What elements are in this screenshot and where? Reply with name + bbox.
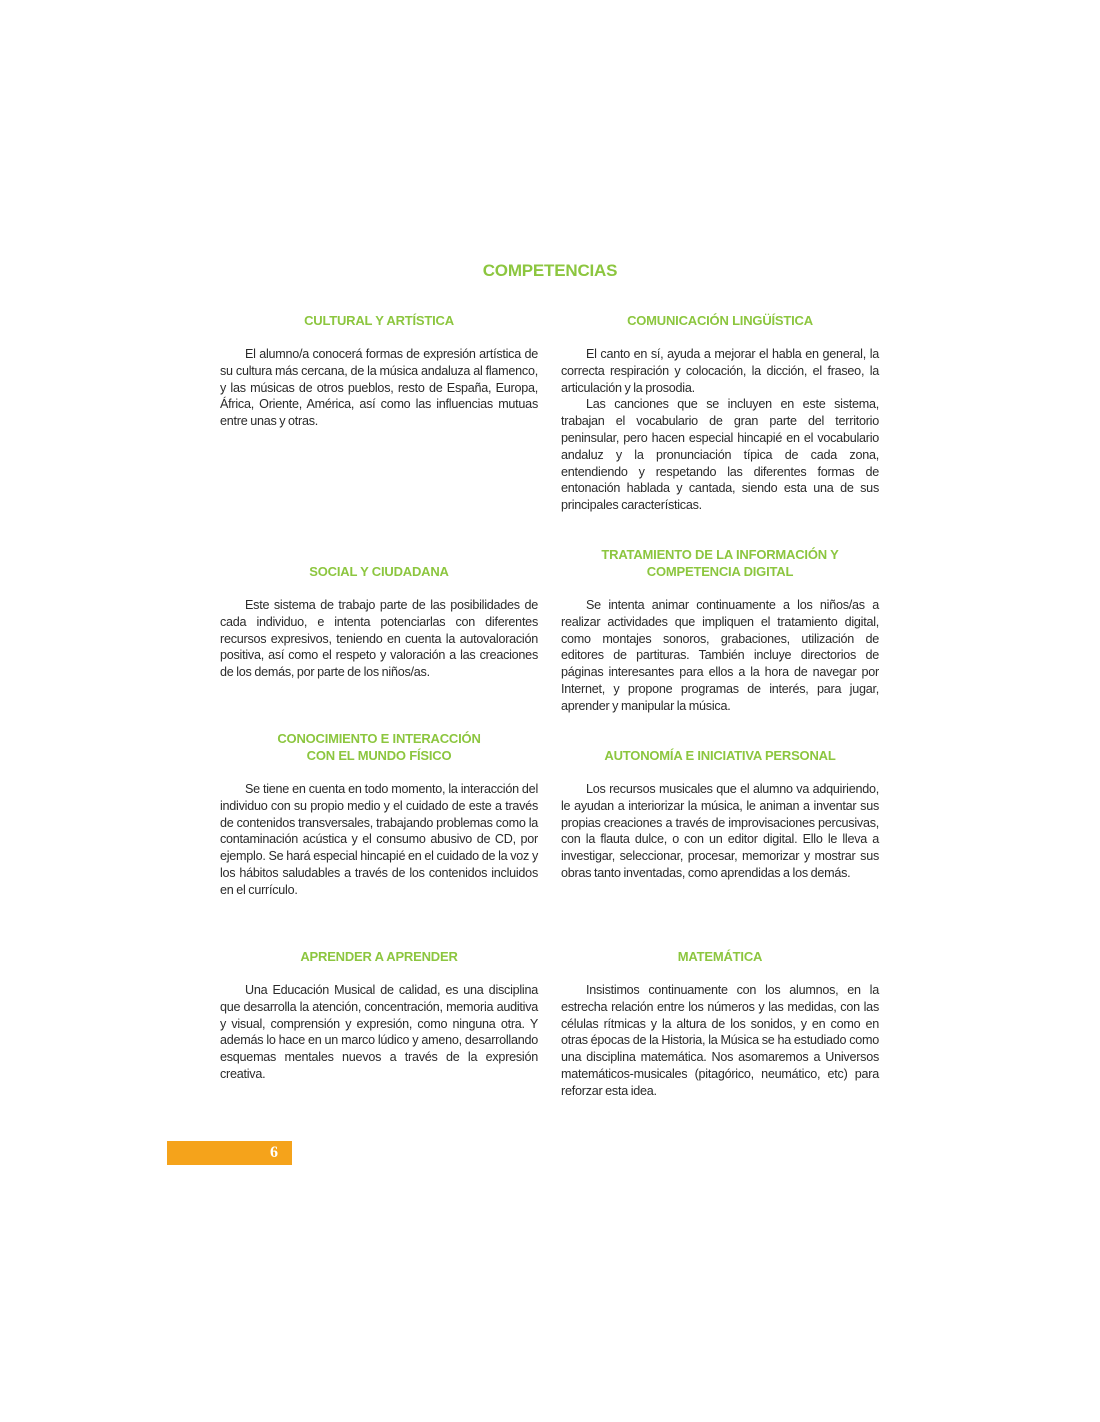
section-title <box>561 747 879 764</box>
section-paragraph: Se tiene en cuenta en todo momento, la interacción del individuo con su propio medio y el cuidado de este a través de contenidos transversales, trabajando problemas como la contaminación acústica y el consumo abusivo de CD, por ejemplo. Se hará especial hincapié en el cuidado de la voz y los hábitos saludables a través de los contenidos incluidos en el currículo. <box>220 782 538 897</box>
section-paragraph: Las canciones que se incluyen en este sistema, trabajan el vocabulario de gran parte del territorio peninsular, pero hacen especial hincapié en el vocabulario andaluz y la pronunciación típica de cada zona, entendiendo y respetando las diferentes formas de entonación hablada y cantada, siendo esta una de sus principales características. <box>561 397 879 513</box>
section-title-line: AUTONOMÍA E INICIATIVA PERSONAL <box>604 748 836 763</box>
section-title-line: TRATAMIENTO DE LA INFORMACIÓN Y <box>601 547 839 562</box>
section-title <box>561 948 879 965</box>
section-title-line: COMUNICACIÓN LINGÜÍSTICA <box>627 313 813 328</box>
section-body <box>561 982 879 1100</box>
section-title <box>561 546 879 580</box>
section-title <box>220 563 538 580</box>
section-body <box>561 781 879 882</box>
section-matematica <box>561 948 879 1100</box>
section-paragraph: El alumno/a conocerá formas de expresión artística de su cultura más cercana, de la música andaluza al flamenco, y las músicas de otros pueblos, resto de España, Europa, África, Oriente, América, así como las influencias mutuas entre unas y otras. <box>220 347 538 429</box>
section-social-ciudadana <box>220 563 538 681</box>
section-title <box>561 312 879 329</box>
section-comunicacion-linguistica <box>561 312 879 514</box>
section-body <box>561 597 879 715</box>
section-title-line: CULTURAL Y ARTÍSTICA <box>304 313 454 328</box>
section-title-line: MATEMÁTICA <box>677 949 763 964</box>
section-autonomia-iniciativa <box>561 747 879 882</box>
section-title <box>220 730 538 764</box>
page-number-bar <box>167 1141 292 1165</box>
section-aprender-a-aprender <box>220 948 538 1083</box>
page-number: 6 <box>270 1144 278 1161</box>
section-conocimiento-interaccion <box>220 730 538 899</box>
section-title-line: CON EL MUNDO FÍSICO <box>306 748 452 763</box>
page-title: COMPETENCIAS <box>482 261 618 280</box>
section-title-line: APRENDER A APRENDER <box>300 949 458 964</box>
section-paragraph: El canto en sí, ayuda a mejorar el habla en general, la correcta respiración y colocación, la dicción, el fraseo, la articulación y la prosodia. <box>561 347 879 395</box>
section-paragraph: Este sistema de trabajo parte de las posibilidades de cada individuo, e intenta potenciarlas con diferentes recursos expresivos, teniendo en cuenta la autovaloración positiva, así como el respeto y valoración a las creaciones de los demás, por parte de los niños/as. <box>220 598 538 680</box>
section-body <box>561 346 879 514</box>
section-body <box>220 982 538 1083</box>
section-tratamiento-informacion <box>561 546 879 715</box>
section-cultural-artistica <box>220 312 538 430</box>
section-body <box>220 597 538 681</box>
section-body <box>220 781 538 899</box>
section-title <box>220 948 538 965</box>
section-title-line: CONOCIMIENTO E INTERACCIÓN <box>277 731 481 746</box>
section-title-line: SOCIAL Y CIUDADANA <box>309 564 449 579</box>
section-body <box>220 346 538 430</box>
section-paragraph: Los recursos musicales que el alumno va adquiriendo, le ayudan a interiorizar la música, le animan a inventar sus propias creaciones a través de improvisaciones percusivas, con la flauta dulce, o con un editor digital. Ello le lleva a investigar, seleccionar, procesar, memorizar y mostrar sus obras tanto inventadas, como aprendidas a los demás. <box>561 782 879 880</box>
section-paragraph: Se intenta animar continuamente a los niños/as a realizar actividades que impliquen el tratamiento digital, como montajes sonoros, grabaciones, utilización de editores de partituras. También incluye directorios de páginas interesantes para ellos a la hora de navegar por Internet, y propone programas de interés, para jugar, aprender y manipular la música. <box>561 598 879 713</box>
section-paragraph: Una Educación Musical de calidad, es una disciplina que desarrolla la atención, concentración, memoria auditiva y visual, comprensión y expresión, como ninguna otra. Y además lo hace en un marco lúdico y ameno, desarrollando esquemas mentales nuevos a través de la expresión creativa. <box>220 983 538 1081</box>
section-title-line: COMPETENCIA DIGITAL <box>646 564 794 579</box>
section-title <box>220 312 538 329</box>
section-paragraph: Insistimos continuamente con los alumnos, en la estrecha relación entre los números y las medidas, con las células rítmicas y la altura de los sonidos, y en como en otras épocas de la Historia, la Música se ha estudiado como una disciplina matemática. Nos asomaremos a Universos matemáticos-musicales (pitagórico, neumático, etc) para reforzar esta idea. <box>561 983 879 1098</box>
